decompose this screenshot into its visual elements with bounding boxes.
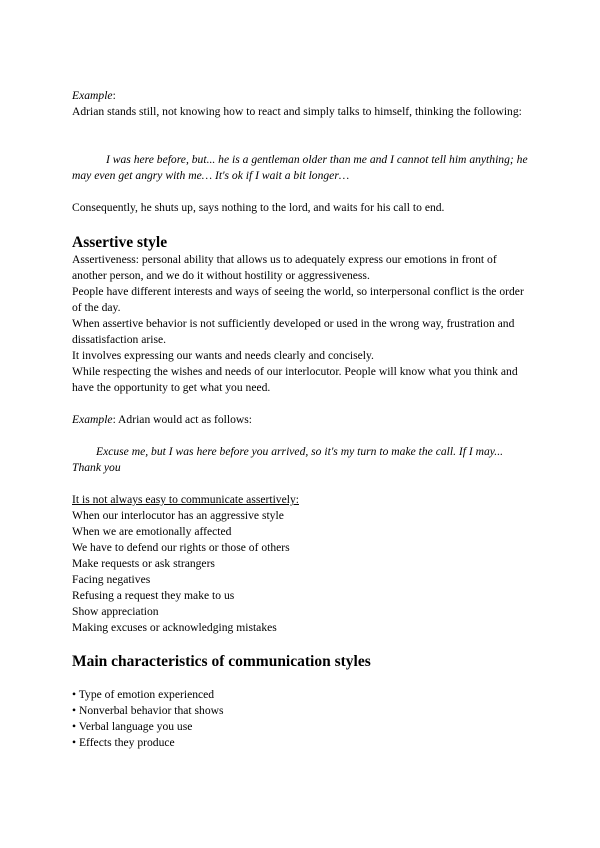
list-item: • Verbal language you use (72, 720, 193, 733)
characteristics-heading: Main characteristics of communication styles (72, 653, 371, 670)
assertive-paragraph: While respecting the wishes and needs of our interlocutor. People will know what you think and have the opportunity to get what you need. (72, 365, 518, 394)
list-item: Refusing a request they make to us (72, 589, 235, 602)
list-item: Make requests or ask strangers (72, 557, 215, 570)
example-1-block (72, 88, 532, 120)
not-easy-title: It is not always easy to communicate assertively: (72, 493, 299, 506)
example-1-colon: : (112, 89, 116, 102)
example-2-quote: Excuse me, but I was here before you arrived, so it's my turn to make the call. If I may... Thank you (72, 445, 503, 474)
assertive-paragraph: When assertive behavior is not sufficiently developed or used in the wrong way, frustration and dissatisfaction arise. (72, 317, 515, 346)
example-2-line (72, 412, 532, 428)
list-item: When we are emotionally affected (72, 525, 232, 538)
list-item: • Nonverbal behavior that shows (72, 704, 224, 717)
list-item: When our interlocutor has an aggressive style (72, 509, 284, 522)
example-1-label: Example (72, 89, 113, 102)
example-1-text: Adrian stands still, not knowing how to react and simply talks to himself, thinking the following: (72, 105, 522, 118)
example-1-consequence: Consequently, he shuts up, says nothing to the lord, and waits for his call to end. (72, 201, 445, 214)
example-1-quote: I was here before, but... he is a gentleman older than me and I cannot tell him anything; he may even get angry with me… It's ok if I wait a bit longer… (72, 153, 528, 182)
assertive-paragraph: Assertiveness: personal ability that allows us to adequately express our emotions in front of another person, and we do it without hostility or aggressiveness. (72, 253, 497, 282)
assertive-style-heading: Assertive style (72, 234, 168, 251)
example-1-heading (72, 88, 532, 104)
list-item: Making excuses or acknowledging mistakes (72, 621, 277, 634)
list-item: • Effects they produce (72, 736, 175, 749)
list-item: Show appreciation (72, 605, 159, 618)
example-2-label: Example (72, 413, 113, 426)
list-item: • Type of emotion experienced (72, 688, 215, 701)
characteristics-list (72, 687, 532, 751)
not-easy-list (72, 508, 532, 636)
list-item: Facing negatives (72, 573, 151, 586)
example-2-text: : Adrian would act as follows: (112, 413, 252, 426)
not-easy-section (72, 492, 532, 636)
list-item: We have to defend our rights or those of others (72, 541, 290, 554)
assertive-paragraph: It involves expressing our wants and needs clearly and concisely. (72, 349, 374, 362)
assertive-paragraph: People have different interests and ways of seeing the world, so interpersonal conflict is the order of the day. (72, 285, 524, 314)
assertive-paragraphs (72, 252, 532, 396)
